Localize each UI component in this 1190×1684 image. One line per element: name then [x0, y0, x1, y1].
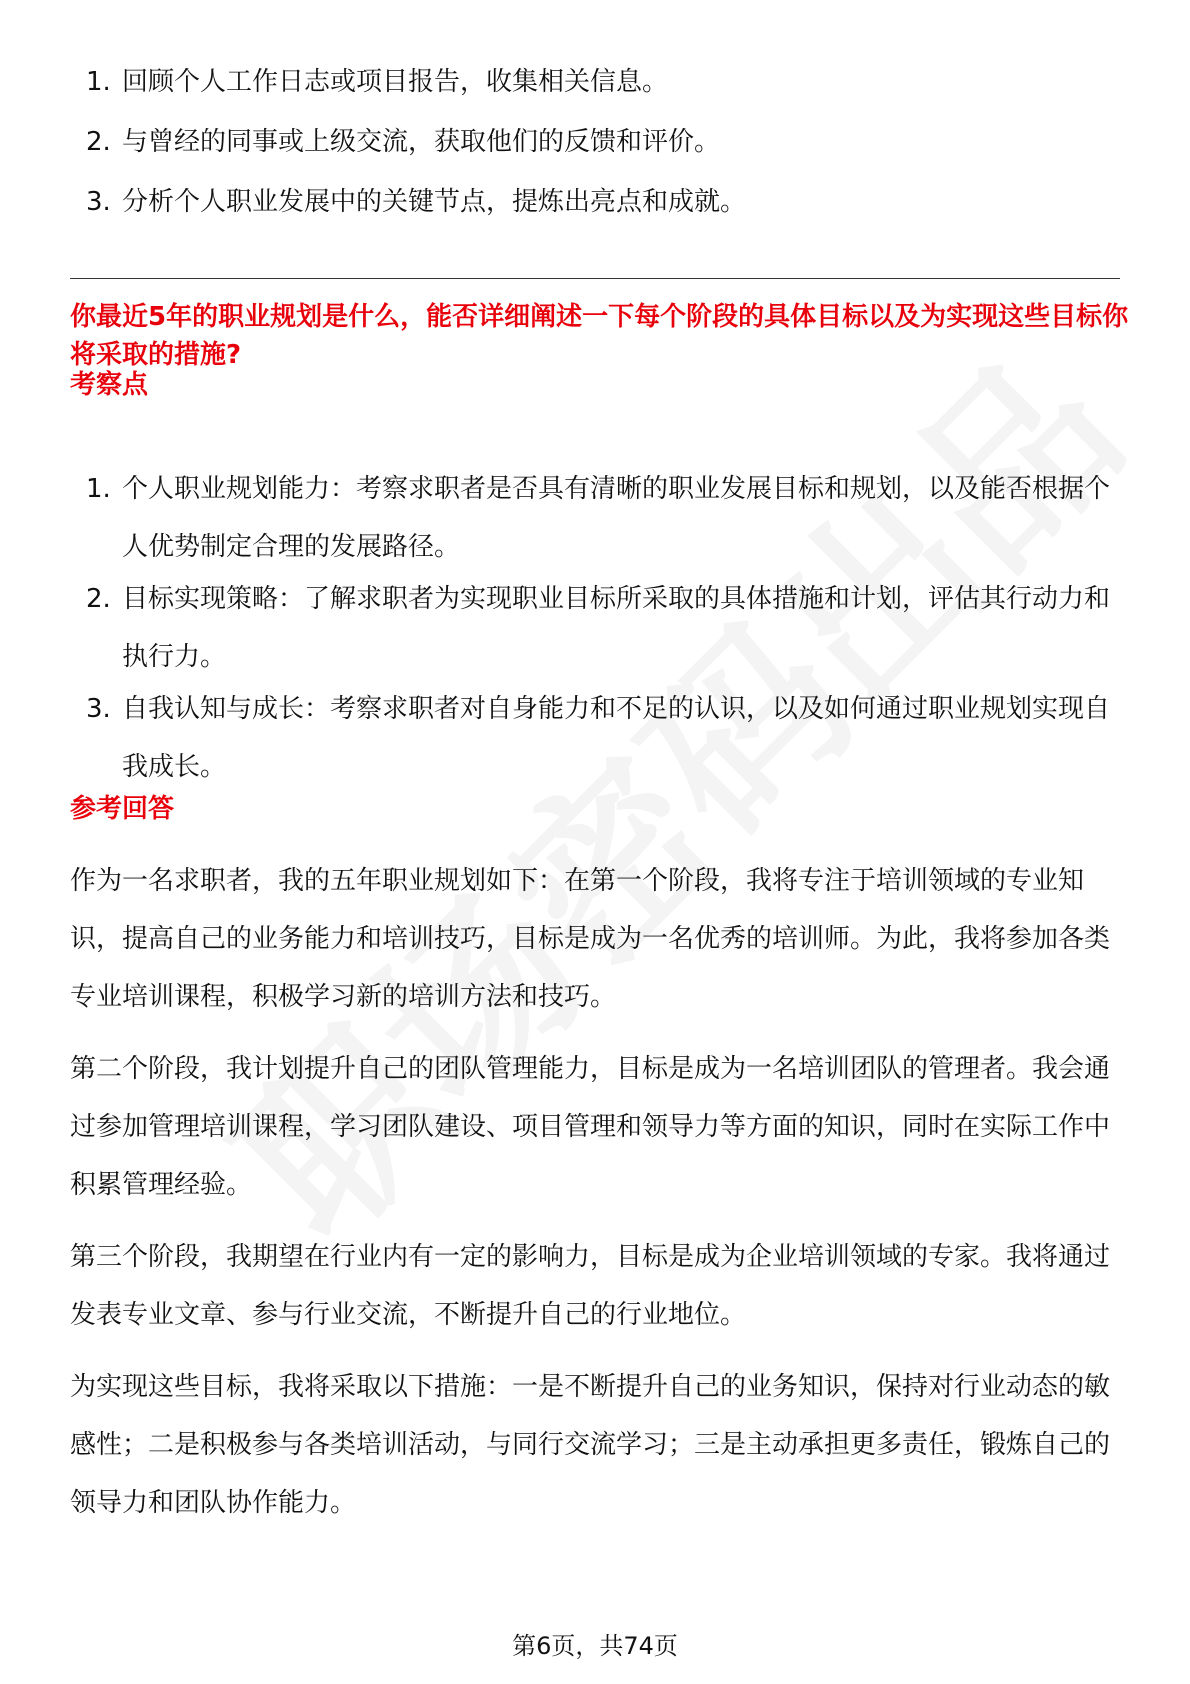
list-item: 3. 自我认知与成长：考察求职者对自身能力和不足的认识，以及如何通过职业规划实现自我成长。	[86, 694, 1111, 782]
list-item: 2. 目标实现策略：了解求职者为实现职业目标所采取的具体措施和计划，评估其行动力和执行力。	[86, 584, 1111, 672]
top-list	[70, 52, 1120, 232]
answer-heading: 参考回答	[70, 794, 175, 824]
divider	[70, 278, 1120, 279]
question-heading: 你最近5年的职业规划是什么，能否详细阐述一下每个阶段的具体目标以及为实现这些目标你将采取的措施?	[70, 302, 1129, 370]
answer-paragraph: 为实现这些目标，我将采取以下措施：一是不断提升自己的业务知识，保持对行业动态的敏感性；二是积极参与各类培训活动，与同行交流学习；三是主动承担更多责任，锻炼自己的领导力和团队协作能力。	[70, 1372, 1111, 1518]
list-item: 2. 与曾经的同事或上级交流，获取他们的反馈和评价。	[86, 127, 721, 157]
points-list	[70, 460, 1120, 796]
list-item: 1. 回顾个人工作日志或项目报告，收集相关信息。	[86, 67, 669, 97]
answer-paragraph: 作为一名求职者，我的五年职业规划如下：在第一个阶段，我将专注于培训领域的专业知识，提高自己的业务能力和培训技巧，目标是成为一名优秀的培训师。为此，我将参加各类专业培训课程，积极学习新的培训方法和技巧。	[70, 866, 1111, 1012]
list-item: 1. 个人职业规划能力：考察求职者是否具有清晰的职业发展目标和规划，以及能否根据个人优势制定合理的发展路径。	[86, 474, 1111, 562]
points-heading: 考察点	[70, 370, 149, 400]
answer-paragraph: 第三个阶段，我期望在行业内有一定的影响力，目标是成为企业培训领域的专家。我将通过发表专业文章、参与行业交流，不断提升自己的行业地位。	[70, 1242, 1111, 1330]
answer-paragraph: 第二个阶段，我计划提升自己的团队管理能力，目标是成为一名培训团队的管理者。我会通过参加管理培训课程，学习团队建设、项目管理和领导力等方面的知识，同时在实际工作中积累管理经验。	[70, 1054, 1111, 1200]
list-item: 3. 分析个人职业发展中的关键节点，提炼出亮点和成就。	[86, 187, 747, 217]
page-footer: 第6页，共74页	[512, 1632, 678, 1660]
